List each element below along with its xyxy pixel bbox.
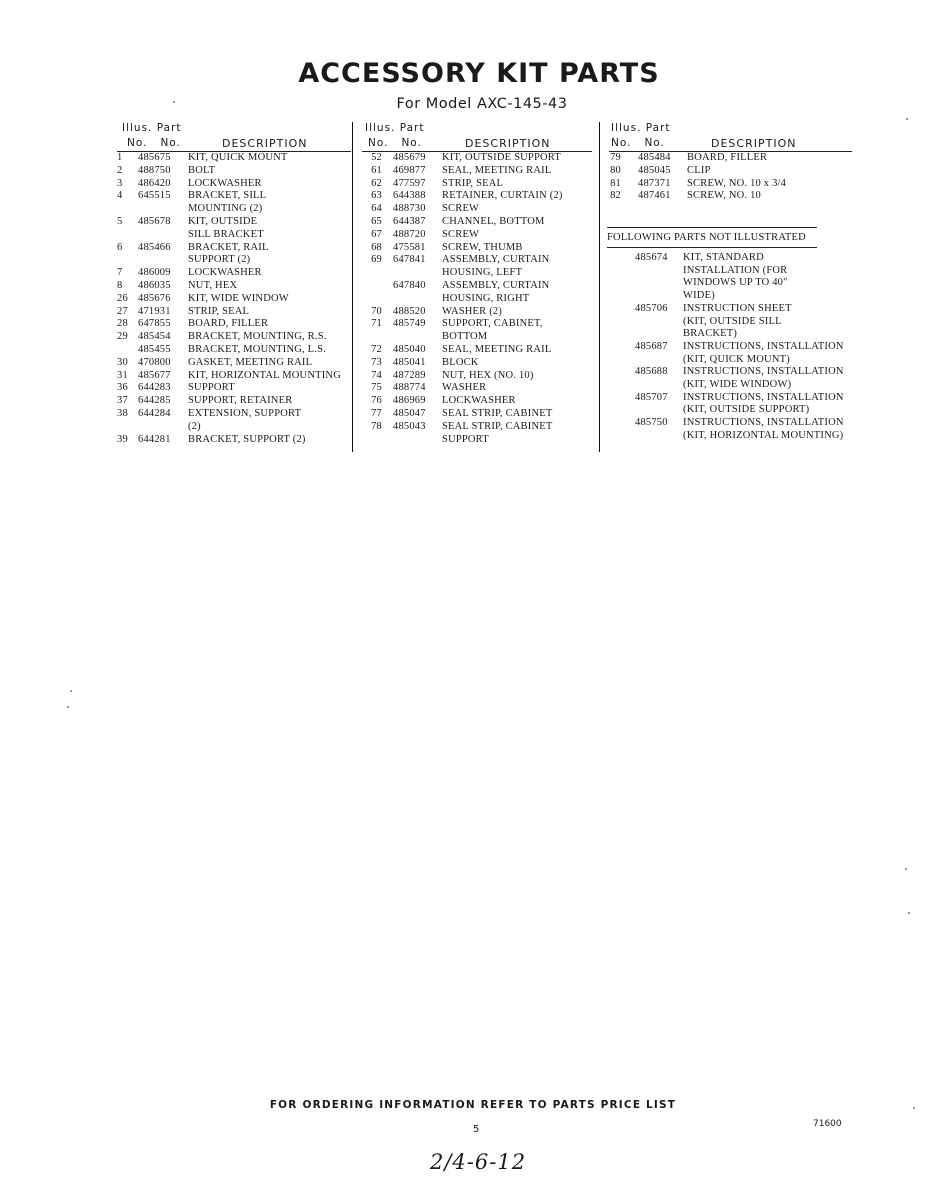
illus-number: 71 [371, 318, 382, 330]
header-no-no: No. No. [368, 137, 422, 149]
part-number: 469877 [393, 164, 426, 176]
part-number: 486969 [393, 395, 426, 407]
model-subtitle: For Model AXC-145-43 [396, 96, 568, 112]
parts-row [115, 318, 351, 331]
part-number: 485040 [393, 343, 426, 355]
part-description: KIT, OUTSIDE SUPPORT [442, 152, 561, 163]
part-description: ASSEMBLY, CURTAIN HOUSING, LEFT [442, 254, 550, 279]
part-description: INSTRUCTIONS, INSTALLATION (KIT, QUICK MOUNT) [683, 340, 844, 365]
parts-row [115, 306, 351, 319]
part-number: 485688 [635, 366, 668, 378]
parts-row [360, 370, 592, 383]
parts-column-1 [115, 120, 351, 446]
parts-row [115, 357, 351, 370]
part-description: SCREW, NO. 10 [687, 190, 761, 202]
part-number: 487289 [393, 369, 426, 381]
part-number: 485678 [138, 215, 171, 227]
illus-number: 78 [371, 420, 382, 432]
illus-number: 68 [371, 241, 382, 253]
scan-speck [913, 1107, 915, 1109]
part-description: KIT, HORIZONTAL MOUNTING [188, 369, 341, 381]
part-number: 485707 [635, 391, 668, 403]
header-description: DESCRIPTION [711, 137, 797, 150]
parts-row [115, 382, 351, 395]
illus-number: 77 [371, 407, 382, 419]
illus-number: 5 [117, 215, 123, 227]
document-number: 71600 [813, 1119, 842, 1129]
part-description: SEAL, MEETING RAIL [442, 164, 552, 176]
parts-row [360, 165, 592, 178]
parts-column-2 [360, 120, 592, 446]
parts-row [115, 165, 351, 178]
parts-row [360, 395, 592, 408]
part-number: 644285 [138, 395, 171, 407]
illus-number: 79 [610, 152, 621, 163]
divider [607, 227, 817, 228]
parts-row [607, 152, 852, 165]
part-description: BRACKET, MOUNTING, R.S. [188, 331, 327, 343]
parts-row [115, 152, 351, 165]
parts-row [115, 178, 351, 191]
part-number: 488520 [393, 305, 426, 317]
part-description: WASHER (2) [442, 305, 503, 317]
parts-row [360, 190, 592, 203]
parts-rows [360, 152, 592, 446]
not-illustrated-row [607, 303, 852, 341]
parts-row [360, 242, 592, 255]
part-number: 470800 [138, 356, 171, 368]
part-description: BOARD, FILLER [687, 152, 768, 163]
header-no-no: No. No. [127, 137, 181, 149]
not-illustrated-row [607, 366, 852, 391]
part-description: STRIP, SEAL [188, 305, 250, 317]
part-number: 485043 [393, 420, 426, 432]
parts-row [360, 357, 592, 370]
illus-number: 30 [117, 356, 128, 368]
not-illustrated-row [607, 417, 852, 442]
part-number: 485679 [393, 152, 426, 163]
parts-row [360, 216, 592, 229]
handwritten-note: 2/4-6-12 [430, 1150, 527, 1174]
ordering-footer: FOR ORDERING INFORMATION REFER TO PARTS PRICE LIST [269, 1099, 677, 1111]
part-number: 485041 [393, 356, 426, 368]
illus-number: 74 [371, 369, 382, 381]
scan-speck [905, 868, 907, 870]
illus-number: 1 [117, 152, 123, 163]
part-description: INSTRUCTIONS, INSTALLATION (KIT, OUTSIDE SUPPORT) [683, 391, 844, 416]
header-description: DESCRIPTION [222, 137, 308, 150]
part-number: 486009 [138, 267, 171, 279]
part-description: SUPPORT, CABINET, BOTTOM [442, 318, 543, 343]
scan-speck [173, 101, 175, 103]
header-illus-part: Illus. Part [122, 122, 182, 134]
scan-speck [67, 706, 69, 708]
part-number: 471931 [138, 305, 171, 317]
part-number: 485677 [138, 369, 171, 381]
page-number: 5 [473, 1124, 480, 1135]
part-description: CLIP [687, 164, 711, 176]
part-description: INSTRUCTIONS, INSTALLATION (KIT, WIDE WINDOW) [683, 366, 844, 391]
part-number: 647840 [393, 279, 426, 291]
parts-row [115, 331, 351, 344]
illus-number: 7 [117, 267, 123, 279]
divider [607, 247, 817, 248]
part-description: ASSEMBLY, CURTAIN HOUSING, RIGHT [442, 279, 550, 304]
part-number: 485706 [635, 302, 668, 314]
part-number: 477597 [393, 177, 426, 189]
illus-number: 38 [117, 407, 128, 419]
part-description: BRACKET, MOUNTING, L.S. [188, 343, 326, 355]
illus-number: 62 [371, 177, 382, 189]
parts-row [607, 165, 852, 178]
illus-number: 29 [117, 331, 128, 343]
illus-number: 3 [117, 177, 123, 189]
column-header [360, 120, 592, 152]
part-number: 647841 [393, 254, 426, 266]
illus-number: 75 [371, 382, 382, 394]
parts-row [360, 254, 592, 280]
part-number: 486035 [138, 279, 171, 291]
parts-row [607, 190, 852, 203]
part-description: BRACKET, SUPPORT (2) [188, 433, 306, 445]
illus-number: 76 [371, 395, 382, 407]
illus-number: 63 [371, 190, 382, 202]
parts-row [115, 216, 351, 242]
illus-number: 70 [371, 305, 382, 317]
scan-speck [908, 912, 910, 914]
part-number: 475581 [393, 241, 426, 253]
part-number: 485750 [635, 417, 668, 429]
parts-row [360, 318, 592, 344]
part-description: SCREW [442, 228, 480, 240]
part-description: EXTENSION, SUPPORT (2) [188, 407, 302, 432]
not-illustrated-list [607, 252, 852, 443]
part-number: 488720 [393, 228, 426, 240]
header-no-no: No. No. [611, 137, 665, 149]
part-number: 488730 [393, 203, 426, 215]
parts-row [115, 434, 351, 447]
not-illustrated-heading-block [607, 227, 817, 248]
illus-number: 64 [371, 203, 382, 215]
part-description: SEAL, MEETING RAIL [442, 343, 552, 355]
column-divider [599, 122, 600, 452]
parts-row [115, 190, 351, 216]
part-description: NUT, HEX (NO. 10) [442, 369, 534, 381]
part-description: KIT, QUICK MOUNT [188, 152, 288, 163]
parts-row [360, 344, 592, 357]
parts-row [607, 178, 852, 191]
column-header [607, 120, 852, 152]
parts-column-3 [607, 120, 852, 203]
illus-number: 6 [117, 241, 123, 253]
part-number: 485047 [393, 407, 426, 419]
column-header [115, 120, 351, 152]
part-number: 485675 [138, 152, 171, 163]
part-number: 485676 [138, 292, 171, 304]
parts-row [115, 370, 351, 383]
parts-row [360, 229, 592, 242]
part-number: 485455 [138, 343, 171, 355]
parts-row [360, 421, 592, 447]
not-illustrated-row [607, 252, 852, 303]
illus-number: 81 [610, 177, 621, 189]
illus-number: 26 [117, 292, 128, 304]
part-description: CHANNEL, BOTTOM [442, 215, 545, 227]
part-number: 488750 [138, 164, 171, 176]
part-description: LOCKWASHER [188, 177, 262, 189]
part-number: 647855 [138, 318, 171, 330]
parts-row [360, 408, 592, 421]
part-number: 485045 [638, 164, 671, 176]
parts-row [115, 408, 351, 434]
part-description: BRACKET, RAIL SUPPORT (2) [188, 241, 269, 266]
illus-number: 8 [117, 279, 123, 291]
part-number: 644284 [138, 407, 171, 419]
part-description: SUPPORT [188, 382, 235, 394]
part-number: 485749 [393, 318, 426, 330]
part-description: SCREW, NO. 10 x 3/4 [687, 177, 787, 189]
header-description: DESCRIPTION [465, 137, 551, 150]
not-illustrated-row [607, 392, 852, 417]
illus-number: 80 [610, 164, 621, 176]
parts-row [360, 203, 592, 216]
illus-number: 39 [117, 433, 128, 445]
part-description: GASKET, MEETING RAIL [188, 356, 313, 368]
part-description: INSTRUCTION SHEET (KIT, OUTSIDE SILL BRACKET) [683, 302, 792, 340]
part-description: NUT, HEX [188, 279, 238, 291]
part-number: 488774 [393, 382, 426, 394]
parts-row [360, 306, 592, 319]
part-number: 485484 [638, 152, 671, 163]
parts-row [360, 382, 592, 395]
parts-row [115, 293, 351, 306]
parts-row [115, 280, 351, 293]
part-description: BLOCK [442, 356, 479, 368]
part-description: STRIP, SEAL [442, 177, 504, 189]
part-description: KIT, OUTSIDE SILL BRACKET [188, 215, 264, 240]
illus-number: 28 [117, 318, 128, 330]
part-description: SEAL STRIP, CABINET SUPPORT [442, 420, 553, 445]
part-description: RETAINER, CURTAIN (2) [442, 190, 563, 202]
parts-row [115, 395, 351, 408]
part-description: SCREW [442, 203, 480, 215]
parts-rows [607, 152, 852, 203]
part-description: KIT, WIDE WINDOW [188, 292, 289, 304]
illus-number: 27 [117, 305, 128, 317]
part-description: SCREW, THUMB [442, 241, 523, 253]
parts-row [115, 267, 351, 280]
part-description: BOARD, FILLER [188, 318, 269, 330]
column-divider [352, 122, 353, 452]
part-description: WASHER [442, 382, 487, 394]
illus-number: 82 [610, 190, 621, 202]
illus-number: 36 [117, 382, 128, 394]
part-number: 485454 [138, 331, 171, 343]
part-number: 487461 [638, 190, 671, 202]
parts-row [115, 344, 351, 357]
page-title: ACCESSORY KIT PARTS [298, 58, 660, 89]
part-number: 485466 [138, 241, 171, 253]
part-number: 645515 [138, 190, 171, 202]
part-description: BOLT [188, 164, 216, 176]
illus-number: 37 [117, 395, 128, 407]
illus-number: 4 [117, 190, 123, 202]
illus-number: 52 [371, 152, 382, 163]
part-description: LOCKWASHER [188, 267, 262, 279]
part-number: 644387 [393, 215, 426, 227]
part-number: 644283 [138, 382, 171, 394]
part-description: SUPPORT, RETAINER [188, 395, 293, 407]
illus-number: 2 [117, 164, 123, 176]
parts-row [115, 242, 351, 268]
not-illustrated-row [607, 341, 852, 366]
part-description: KIT, STANDARD INSTALLATION (FOR WINDOWS UP TO 40" WIDE) [683, 252, 788, 302]
part-description: INSTRUCTIONS, INSTALLATION (KIT, HORIZONTAL MOUNTING) [683, 417, 844, 441]
parts-row [360, 178, 592, 191]
part-number: 487371 [638, 177, 671, 189]
illus-number: 67 [371, 228, 382, 240]
illus-number: 69 [371, 254, 382, 266]
part-number: 644388 [393, 190, 426, 202]
header-illus-part: Illus. Part [365, 122, 425, 134]
parts-row [360, 280, 592, 306]
illus-number: 73 [371, 356, 382, 368]
part-number: 486420 [138, 177, 171, 189]
parts-row [360, 152, 592, 165]
scan-speck [906, 118, 908, 120]
part-number: 485687 [635, 340, 668, 352]
part-description: BRACKET, SILL MOUNTING (2) [188, 190, 267, 215]
illus-number: 61 [371, 164, 382, 176]
part-description: LOCKWASHER [442, 395, 516, 407]
part-number: 644281 [138, 433, 171, 445]
header-illus-part: Illus. Part [611, 122, 671, 134]
part-number: 485674 [635, 252, 668, 263]
illus-number: 65 [371, 215, 382, 227]
part-description: SEAL STRIP, CABINET [442, 407, 553, 419]
illus-number: 72 [371, 343, 382, 355]
parts-rows [115, 152, 351, 446]
not-illustrated-heading: FOLLOWING PARTS NOT ILLUSTRATED [607, 232, 806, 243]
scan-speck [70, 690, 72, 692]
illus-number: 31 [117, 369, 128, 381]
